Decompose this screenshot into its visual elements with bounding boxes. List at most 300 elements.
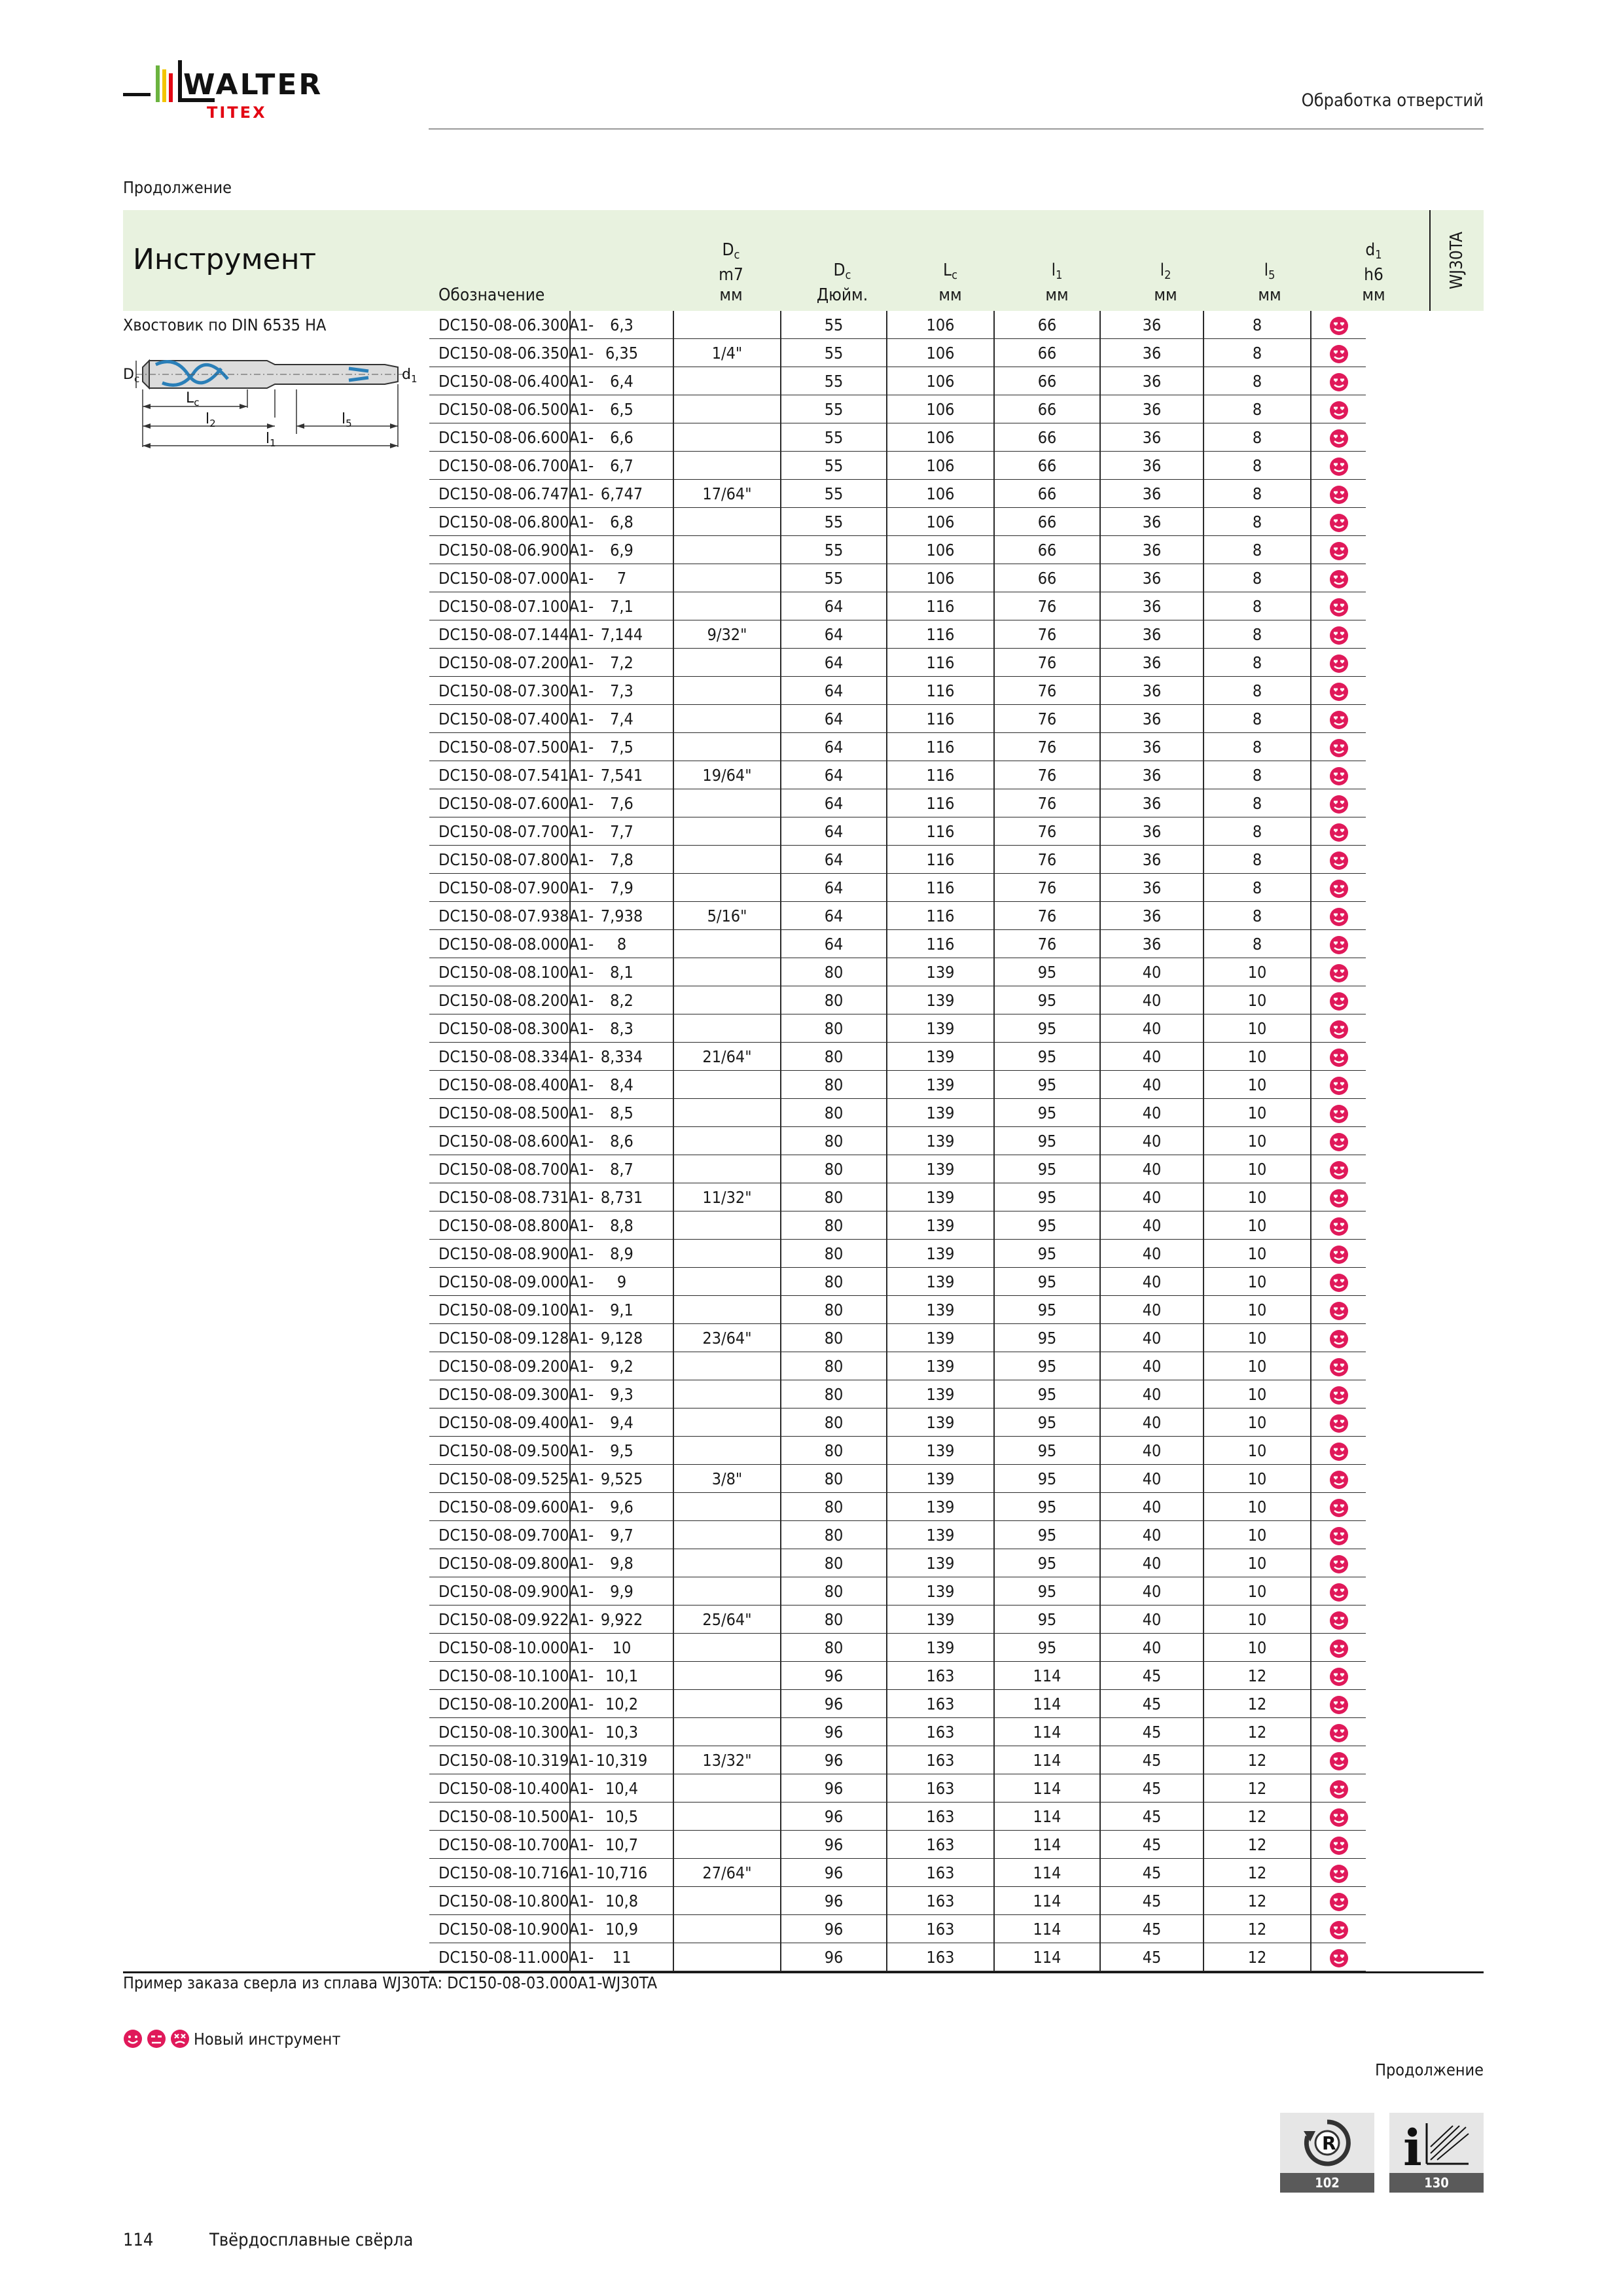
cell-l2: 76: [995, 874, 1101, 902]
cell-l2: 76: [995, 846, 1101, 874]
cell-designation: DC150-08-09.300A1-: [429, 1380, 569, 1408]
cell-l2: 114: [995, 1887, 1101, 1915]
cell-l5: 40: [1101, 1043, 1204, 1071]
cell-l5: 36: [1101, 620, 1204, 649]
cell-l1: 116: [887, 846, 995, 874]
cell-lc: 64: [781, 733, 887, 761]
cell-d1: 8: [1204, 395, 1311, 423]
cell-dc-inch: 3/8": [674, 1465, 781, 1493]
cell-l5: 45: [1101, 1943, 1204, 1971]
row-spacer: [123, 1718, 429, 1746]
cell-l1: 116: [887, 677, 995, 705]
row-spacer: [123, 1155, 429, 1183]
cell-dc-inch: [674, 705, 781, 733]
cell-d1: 10: [1204, 1071, 1311, 1099]
cell-l5: 36: [1101, 733, 1204, 761]
cell-grade-availability: [1311, 564, 1366, 592]
cell-dc: 8: [569, 930, 674, 958]
cell-lc: 80: [781, 1014, 887, 1043]
cell-l1: 106: [887, 564, 995, 592]
cell-designation: DC150-08-08.400A1-: [429, 1071, 569, 1099]
cell-d1: 10: [1204, 1268, 1311, 1296]
cell-lc: 96: [781, 1831, 887, 1859]
cell-dc: 9,5: [569, 1437, 674, 1465]
cell-dc: 8,1: [569, 958, 674, 986]
cell-d1: 12: [1204, 1662, 1311, 1690]
row-spacer: [123, 817, 429, 846]
cell-designation: DC150-08-06.500A1-: [429, 395, 569, 423]
cell-designation: DC150-08-07.600A1-: [429, 789, 569, 817]
cell-dc-inch: [674, 1521, 781, 1549]
cell-dc-inch: [674, 367, 781, 395]
recondition-r-icon: [1301, 2117, 1353, 2169]
cell-l5: 36: [1101, 564, 1204, 592]
cell-l2: 95: [995, 1014, 1101, 1043]
availability-face-icon: [1329, 1301, 1349, 1321]
cell-dc-inch: [674, 1915, 781, 1943]
cell-designation: DC150-08-10.800A1-: [429, 1887, 569, 1915]
cell-lc: 64: [781, 649, 887, 677]
cell-l1: 163: [887, 1943, 995, 1971]
cell-l1: 106: [887, 339, 995, 367]
cell-lc: 80: [781, 1127, 887, 1155]
cell-l1: 139: [887, 1099, 995, 1127]
row-spacer: [123, 1268, 429, 1296]
cell-designation: DC150-08-08.700A1-: [429, 1155, 569, 1183]
cell-d1: 12: [1204, 1887, 1311, 1915]
header-dc: $D_c$ m7 мм: [719, 240, 743, 305]
cell-d1: 8: [1204, 536, 1311, 564]
row-spacer: [123, 1465, 429, 1493]
availability-face-icon: [1329, 344, 1349, 364]
cell-dc-inch: [674, 1014, 781, 1043]
cell-l2: 76: [995, 620, 1101, 649]
cell-lc: 80: [781, 1183, 887, 1211]
cell-designation: DC150-08-06.600A1-: [429, 423, 569, 452]
cell-dc: 7,144: [569, 620, 674, 649]
cell-l2: 95: [995, 1268, 1101, 1296]
cell-designation: DC150-08-09.200A1-: [429, 1352, 569, 1380]
page-number: 114: [123, 2230, 154, 2250]
cell-lc: 80: [781, 1549, 887, 1577]
cell-dc-inch: 19/64": [674, 761, 781, 789]
cell-l2: 95: [995, 1493, 1101, 1521]
cell-dc: 6,7: [569, 452, 674, 480]
cell-d1: 10: [1204, 1521, 1311, 1549]
cell-dc-inch: [674, 1155, 781, 1183]
availability-face-icon: [1329, 963, 1349, 983]
cell-lc: 64: [781, 930, 887, 958]
cell-grade-availability: [1311, 452, 1366, 480]
table-body: [123, 311, 1484, 1973]
availability-face-icon: [1329, 626, 1349, 645]
cell-dc: 7,9: [569, 874, 674, 902]
cell-lc: 96: [781, 1746, 887, 1774]
cell-lc: 96: [781, 1774, 887, 1803]
cell-l5: 36: [1101, 817, 1204, 846]
cell-l5: 40: [1101, 1352, 1204, 1380]
availability-face-icon: [1329, 513, 1349, 533]
cell-l5: 45: [1101, 1662, 1204, 1690]
cell-designation: DC150-08-07.700A1-: [429, 817, 569, 846]
cell-designation: DC150-08-09.525A1-: [429, 1465, 569, 1493]
svg-text:d1: $d_1$: [402, 367, 418, 385]
availability-face-icon: [1329, 1048, 1349, 1067]
legend-new-tool: [123, 2029, 340, 2049]
table-row: [123, 846, 1484, 874]
cell-lc: 64: [781, 677, 887, 705]
cell-l5: 45: [1101, 1831, 1204, 1859]
cell-grade-availability: [1311, 1549, 1366, 1577]
cell-dc-inch: [674, 677, 781, 705]
cell-d1: 12: [1204, 1803, 1311, 1831]
cell-l5: 36: [1101, 677, 1204, 705]
cell-lc: 80: [781, 1521, 887, 1549]
cell-l2: 95: [995, 1352, 1101, 1380]
cell-dc-inch: [674, 452, 781, 480]
cell-l2: 95: [995, 1071, 1101, 1099]
smiley-icon: [123, 2029, 143, 2049]
cell-l5: 40: [1101, 1437, 1204, 1465]
row-spacer: [123, 1014, 429, 1043]
table-row: [123, 705, 1484, 733]
cell-lc: 55: [781, 508, 887, 536]
cell-l2: 66: [995, 367, 1101, 395]
cell-l2: 95: [995, 1324, 1101, 1352]
section-title: Обработка отверстий: [1301, 90, 1484, 111]
cell-lc: 96: [781, 1718, 887, 1746]
cell-designation: DC150-08-10.319A1-: [429, 1746, 569, 1774]
row-spacer: [123, 1071, 429, 1099]
row-spacer: [123, 986, 429, 1014]
cell-l5: 36: [1101, 761, 1204, 789]
cell-grade-availability: [1311, 1662, 1366, 1690]
cell-grade-availability: [1311, 1380, 1366, 1408]
cell-l2: 95: [995, 1043, 1101, 1071]
cell-l2: 95: [995, 1155, 1101, 1183]
cell-lc: 80: [781, 1634, 887, 1662]
cell-l5: 40: [1101, 1155, 1204, 1183]
availability-face-icon: [1329, 879, 1349, 899]
cell-dc-inch: 27/64": [674, 1859, 781, 1887]
header-rule: [429, 128, 1484, 130]
cell-l1: 163: [887, 1774, 995, 1803]
cell-grade-availability: [1311, 423, 1366, 452]
cell-l1: 139: [887, 1268, 995, 1296]
cell-d1: 10: [1204, 1634, 1311, 1662]
cell-d1: 8: [1204, 508, 1311, 536]
cell-dc-inch: [674, 508, 781, 536]
cell-d1: 10: [1204, 958, 1311, 986]
cell-l5: 45: [1101, 1859, 1204, 1887]
table-row: [123, 1718, 1484, 1746]
cell-lc: 96: [781, 1662, 887, 1690]
cell-l2: 76: [995, 902, 1101, 930]
cell-d1: 12: [1204, 1690, 1311, 1718]
row-spacer: [123, 1774, 429, 1803]
row-spacer: [123, 958, 429, 986]
table-row: [123, 1155, 1484, 1183]
cell-dc-inch: [674, 564, 781, 592]
cell-dc: 8,7: [569, 1155, 674, 1183]
cell-l2: 66: [995, 508, 1101, 536]
row-spacer: [123, 677, 429, 705]
row-spacer: [123, 1099, 429, 1127]
cell-l2: 114: [995, 1690, 1101, 1718]
cell-dc: 10,4: [569, 1774, 674, 1803]
cell-lc: 80: [781, 1437, 887, 1465]
cell-grade-availability: [1311, 1493, 1366, 1521]
cell-dc: 9,2: [569, 1352, 674, 1380]
cell-designation: DC150-08-08.000A1-: [429, 930, 569, 958]
cell-lc: 96: [781, 1803, 887, 1831]
row-spacer: [123, 1211, 429, 1240]
cell-grade-availability: [1311, 1521, 1366, 1549]
cell-lc: 96: [781, 1690, 887, 1718]
cell-dc-inch: [674, 1493, 781, 1521]
cell-lc: 55: [781, 339, 887, 367]
cell-lc: 55: [781, 367, 887, 395]
availability-face-icon: [1329, 1836, 1349, 1856]
cell-l2: 95: [995, 1437, 1101, 1465]
row-spacer: [123, 1408, 429, 1437]
cell-l5: 36: [1101, 789, 1204, 817]
cell-l5: 36: [1101, 508, 1204, 536]
availability-face-icon: [1329, 1386, 1349, 1405]
row-spacer: [123, 1690, 429, 1718]
cell-dc-inch: [674, 536, 781, 564]
cell-lc: 55: [781, 395, 887, 423]
cell-l1: 139: [887, 1071, 995, 1099]
cell-dc: 10,716: [569, 1859, 674, 1887]
cell-d1: 10: [1204, 1605, 1311, 1634]
cell-l5: 45: [1101, 1774, 1204, 1803]
cell-l5: 40: [1101, 1268, 1204, 1296]
cell-dc-inch: [674, 395, 781, 423]
cell-l5: 40: [1101, 1099, 1204, 1127]
table-row: [123, 1380, 1484, 1408]
cell-designation: DC150-08-07.800A1-: [429, 846, 569, 874]
cell-l2: 95: [995, 986, 1101, 1014]
availability-face-icon: [1329, 1611, 1349, 1630]
row-spacer: [123, 1887, 429, 1915]
table-row: [123, 1071, 1484, 1099]
cell-d1: 10: [1204, 1324, 1311, 1352]
availability-face-icon: [1329, 316, 1349, 336]
cell-d1: 10: [1204, 1437, 1311, 1465]
cell-grade-availability: [1311, 705, 1366, 733]
availability-face-icon: [1329, 1189, 1349, 1208]
cell-dc: 10,7: [569, 1831, 674, 1859]
cell-lc: 64: [781, 874, 887, 902]
table-row: [123, 1268, 1484, 1296]
cell-dc-inch: [674, 1268, 781, 1296]
cell-lc: 55: [781, 480, 887, 508]
cell-grade-availability: [1311, 1437, 1366, 1465]
row-spacer: [123, 1043, 429, 1071]
cell-l5: 36: [1101, 311, 1204, 339]
cell-l2: 95: [995, 1549, 1101, 1577]
cell-grade-availability: [1311, 1915, 1366, 1943]
cell-dc: 8,5: [569, 1099, 674, 1127]
cell-grade-availability: [1311, 1183, 1366, 1211]
availability-face-icon: [1329, 1104, 1349, 1124]
cell-d1: 10: [1204, 1549, 1311, 1577]
cell-dc-inch: [674, 1211, 781, 1240]
cell-designation: DC150-08-08.300A1-: [429, 1014, 569, 1043]
cell-l5: 36: [1101, 649, 1204, 677]
cell-lc: 80: [781, 1043, 887, 1071]
row-spacer: [123, 1352, 429, 1380]
cell-dc-inch: 9/32": [674, 620, 781, 649]
cell-l5: 36: [1101, 423, 1204, 452]
cell-designation: DC150-08-09.128A1-: [429, 1324, 569, 1352]
cell-d1: 8: [1204, 930, 1311, 958]
table-row: [123, 1915, 1484, 1943]
cell-designation: DC150-08-09.600A1-: [429, 1493, 569, 1521]
table-row: [123, 1521, 1484, 1549]
availability-face-icon: [1329, 1442, 1349, 1462]
cell-dc-inch: 13/32": [674, 1746, 781, 1774]
cell-grade-availability: [1311, 1718, 1366, 1746]
cell-l2: 95: [995, 1380, 1101, 1408]
cell-l1: 163: [887, 1690, 995, 1718]
cell-designation: DC150-08-08.500A1-: [429, 1099, 569, 1127]
row-spacer: [123, 592, 429, 620]
availability-face-icon: [1329, 1948, 1349, 1968]
cell-l5: 40: [1101, 958, 1204, 986]
info-reference[interactable]: [1389, 2113, 1484, 2193]
row-spacer: [123, 1493, 429, 1521]
cell-l1: 139: [887, 1380, 995, 1408]
cell-dc: 10: [569, 1634, 674, 1662]
table-row: [123, 1014, 1484, 1043]
cell-l2: 66: [995, 480, 1101, 508]
cell-d1: 8: [1204, 902, 1311, 930]
shank-label: Хвостовик по DIN 6535 HA: [123, 315, 327, 334]
availability-face-icon: [1329, 1020, 1349, 1039]
cell-dc: 9,3: [569, 1380, 674, 1408]
cell-dc: 6,3: [569, 311, 674, 339]
cell-lc: 64: [781, 761, 887, 789]
cell-l2: 95: [995, 1521, 1101, 1549]
cell-lc: 64: [781, 705, 887, 733]
cell-d1: 10: [1204, 1014, 1311, 1043]
header-designation: Обозначение: [438, 285, 545, 305]
cell-dc: 8,9: [569, 1240, 674, 1268]
cell-grade-availability: [1311, 846, 1366, 874]
cell-dc-inch: [674, 1831, 781, 1859]
cell-dc-inch: 21/64": [674, 1043, 781, 1071]
row-spacer: [123, 1831, 429, 1859]
cell-l1: 139: [887, 1408, 995, 1437]
cell-l5: 40: [1101, 1240, 1204, 1268]
cell-grade-availability: [1311, 367, 1366, 395]
table-row: [123, 761, 1484, 789]
cell-l1: 139: [887, 1183, 995, 1211]
row-spacer: [123, 480, 429, 508]
cell-l2: 76: [995, 649, 1101, 677]
table-row: [123, 1324, 1484, 1352]
cell-grade-availability: [1311, 1296, 1366, 1324]
cell-l1: 116: [887, 930, 995, 958]
cell-d1: 8: [1204, 311, 1311, 339]
cell-l5: 40: [1101, 1634, 1204, 1662]
cell-dc-inch: [674, 592, 781, 620]
cell-grade-availability: [1311, 1605, 1366, 1634]
cell-grade-availability: [1311, 1774, 1366, 1803]
availability-face-icon: [1329, 1667, 1349, 1687]
availability-face-icon: [1329, 485, 1349, 505]
cell-dc: 10,319: [569, 1746, 674, 1774]
cell-l1: 139: [887, 1155, 995, 1183]
recondition-reference[interactable]: [1280, 2113, 1374, 2193]
table-row: [123, 1437, 1484, 1465]
cell-dc-inch: [674, 817, 781, 846]
cell-dc-inch: [674, 1408, 781, 1437]
cell-lc: 80: [781, 986, 887, 1014]
brand-titex: TITEX: [207, 103, 267, 122]
availability-face-icon: [1329, 935, 1349, 955]
availability-face-icon: [1329, 738, 1349, 758]
availability-face-icon: [1329, 1132, 1349, 1152]
cell-l5: 36: [1101, 480, 1204, 508]
cell-lc: 80: [781, 1211, 887, 1240]
cell-d1: 10: [1204, 1240, 1311, 1268]
cell-lc: 80: [781, 958, 887, 986]
svg-text:l2: $l_2$: [205, 411, 216, 429]
cell-dc-inch: [674, 1549, 781, 1577]
cell-l5: 45: [1101, 1887, 1204, 1915]
cell-grade-availability: [1311, 1690, 1366, 1718]
cell-dc: 8,6: [569, 1127, 674, 1155]
cell-d1: 10: [1204, 1408, 1311, 1437]
row-spacer: [123, 902, 429, 930]
table-row: [123, 958, 1484, 986]
cell-dc: 7,1: [569, 592, 674, 620]
cell-d1: 10: [1204, 1493, 1311, 1521]
table-row: [123, 986, 1484, 1014]
cell-l5: 40: [1101, 1211, 1204, 1240]
cell-dc-inch: [674, 1634, 781, 1662]
table-row: [123, 480, 1484, 508]
cell-l2: 114: [995, 1718, 1101, 1746]
row-spacer: [123, 1240, 429, 1268]
cell-l5: 40: [1101, 1071, 1204, 1099]
cell-dc: 10,8: [569, 1887, 674, 1915]
cell-l2: 66: [995, 395, 1101, 423]
table-row: [123, 1127, 1484, 1155]
cell-dc: 6,9: [569, 536, 674, 564]
cell-grade-availability: [1311, 339, 1366, 367]
cell-l2: 95: [995, 1183, 1101, 1211]
cell-l1: 139: [887, 1014, 995, 1043]
cell-l2: 114: [995, 1859, 1101, 1887]
cell-d1: 10: [1204, 1183, 1311, 1211]
cell-dc-inch: [674, 1803, 781, 1831]
row-spacer: [123, 564, 429, 592]
cell-l5: 40: [1101, 1296, 1204, 1324]
row-spacer: [123, 1380, 429, 1408]
cell-dc: 9,4: [569, 1408, 674, 1437]
cell-designation: DC150-08-06.747A1-: [429, 480, 569, 508]
svg-text:l1: $l_1$: [266, 431, 276, 449]
cell-dc: 10,2: [569, 1690, 674, 1718]
cell-l1: 106: [887, 480, 995, 508]
table-row: [123, 1746, 1484, 1774]
row-spacer: [123, 705, 429, 733]
cell-l1: 116: [887, 592, 995, 620]
